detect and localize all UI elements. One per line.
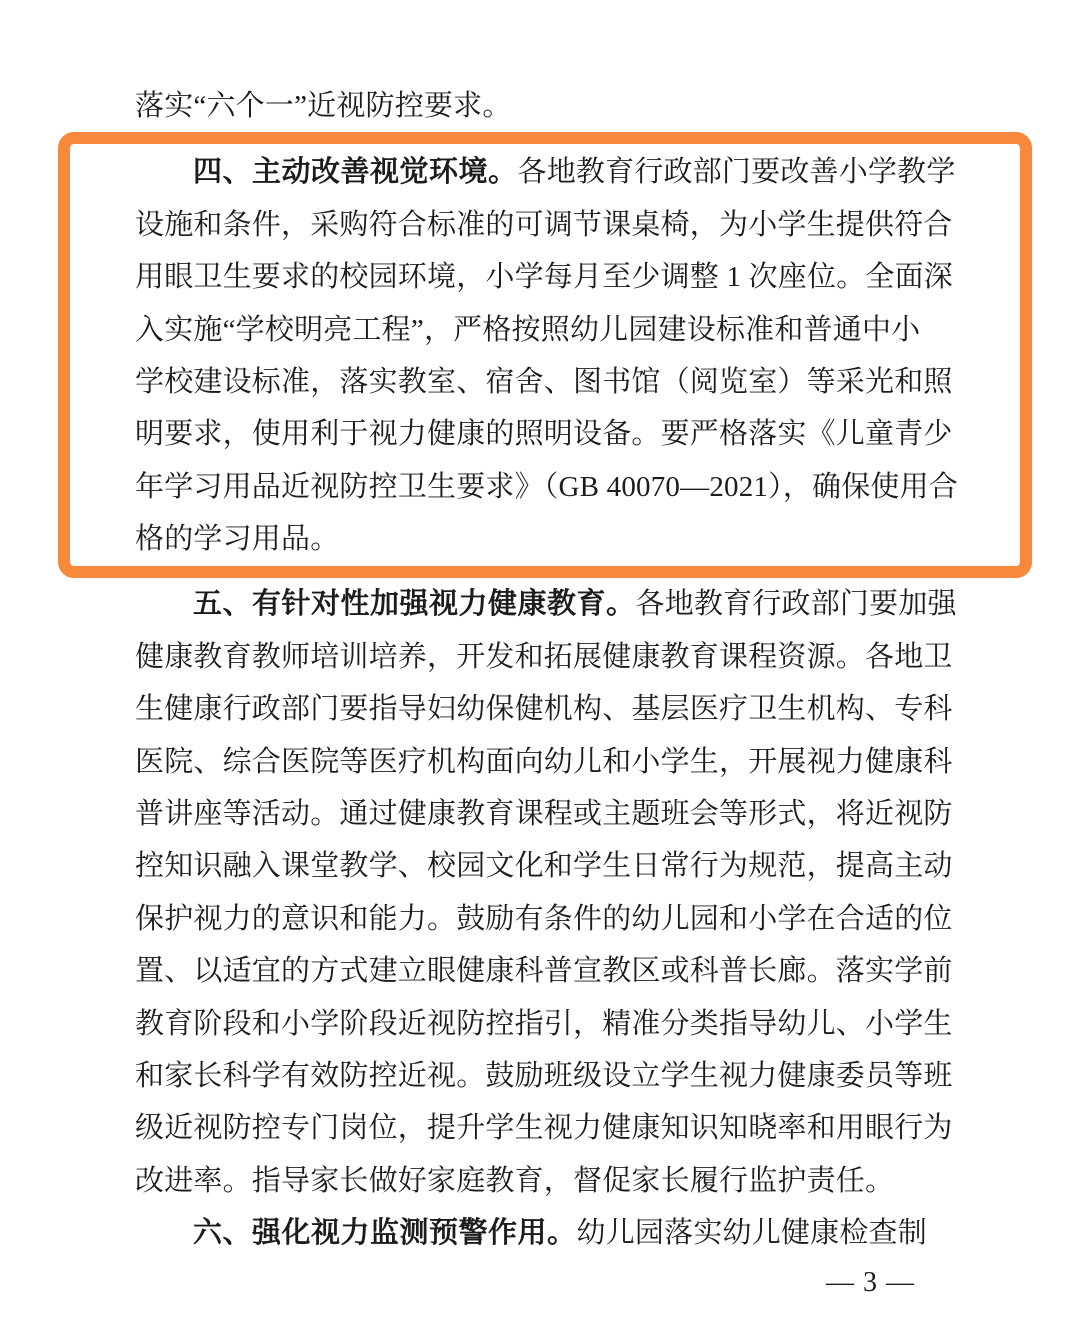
line-text: 明要求，使用利于视力健康的照明设备。要严格落实《儿童青少 xyxy=(135,418,953,451)
text-line xyxy=(135,893,953,945)
line-text: 入实施“学校明亮工程”，严格按照幼儿园建设标准和普通中小 xyxy=(135,313,921,346)
line-text: 置、以适宜的方式建立眼健康科普宣教区或科普长廊。落实学前 xyxy=(135,955,953,988)
line-text: 健康教育教师培训培养，开发和拓展健康教育课程资源。各地卫 xyxy=(135,640,953,673)
line-text: 设施和条件，采购符合标准的可调节课桌椅，为小学生提供符合 xyxy=(135,208,953,241)
text-line xyxy=(135,513,1020,565)
paragraph-heading: 四、主动改善视觉环境。 xyxy=(193,156,518,189)
boxed-paragraph-4 xyxy=(135,146,1020,565)
text-line xyxy=(135,840,953,892)
text-line xyxy=(135,80,945,132)
line-text: 控知识融入课堂教学、校园文化和学生日常行为规范，提高主动 xyxy=(135,850,953,883)
highlight-box xyxy=(58,132,1032,578)
text-line xyxy=(135,631,953,683)
text-line xyxy=(135,251,1020,303)
line-text: 生健康行政部门要指导妇幼保健机构、基层医疗卫生机构、专科 xyxy=(135,693,953,726)
line-text: 改进率。指导家长做好家庭教育，督促家长履行监护责任。 xyxy=(135,1164,895,1197)
text-line xyxy=(135,945,953,997)
page-number: — 3 — xyxy=(826,1266,915,1298)
text-line xyxy=(135,1207,945,1259)
text-line xyxy=(135,304,1020,356)
intro-continuation-paragraph xyxy=(135,80,945,132)
text-line xyxy=(135,199,1020,251)
text-line xyxy=(135,461,1020,513)
line-text: 落实“六个一”近视防控要求。 xyxy=(135,90,512,122)
line-text: 幼儿园落实幼儿健康检查制 xyxy=(576,1217,927,1250)
line-text: 普讲座等活动。通过健康教育课程或主题班会等形式，将近视防 xyxy=(135,798,953,831)
line-text: 医院、综合医院等医疗机构面向幼儿和小学生，开展视力健康科 xyxy=(135,745,953,778)
line-text: 和家长科学有效防控近视。鼓励班级设立学生视力健康委员等班 xyxy=(135,1060,953,1093)
text-line xyxy=(135,998,953,1050)
line-text: 年学习用品近视防控卫生要求》（GB 40070—2021），确保使用合 xyxy=(135,470,959,503)
text-line xyxy=(135,356,1020,408)
line-text: 教育阶段和小学阶段近视防控指引，精准分类指导幼儿、小学生 xyxy=(135,1007,953,1040)
line-text: 各地教育行政部门要改善小学教学 xyxy=(517,156,956,189)
line-text: 保护视力的意识和能力。鼓励有条件的幼儿园和小学在合适的位 xyxy=(135,902,953,935)
text-line xyxy=(135,788,953,840)
paragraph-heading: 六、强化视力监测预警作用。 xyxy=(193,1217,577,1250)
text-line xyxy=(135,1050,953,1102)
line-text: 格的学习用品。 xyxy=(135,523,340,556)
text-line xyxy=(135,146,1020,198)
line-text: 各地教育行政部门要加强 xyxy=(635,588,957,621)
text-line xyxy=(135,736,953,788)
line-text: 级近视防控专门岗位，提升学生视力健康知识知晓率和用眼行为 xyxy=(135,1112,953,1145)
line-text: 学校建设标准，落实教室、宿舍、图书馆（阅览室）等采光和照 xyxy=(135,366,953,399)
paragraph-6-start xyxy=(135,1207,945,1259)
document-page xyxy=(135,80,959,1298)
line-text: 用眼卫生要求的校园环境，小学每月至少调整 1 次座位。全面深 xyxy=(135,261,954,294)
text-line xyxy=(135,408,1020,460)
text-line xyxy=(135,578,957,630)
text-line xyxy=(135,1102,953,1154)
paragraph-heading: 五、有针对性加强视力健康教育。 xyxy=(193,588,636,621)
text-line xyxy=(135,1155,945,1207)
paragraph-5 xyxy=(135,578,957,1207)
text-line xyxy=(135,683,953,735)
